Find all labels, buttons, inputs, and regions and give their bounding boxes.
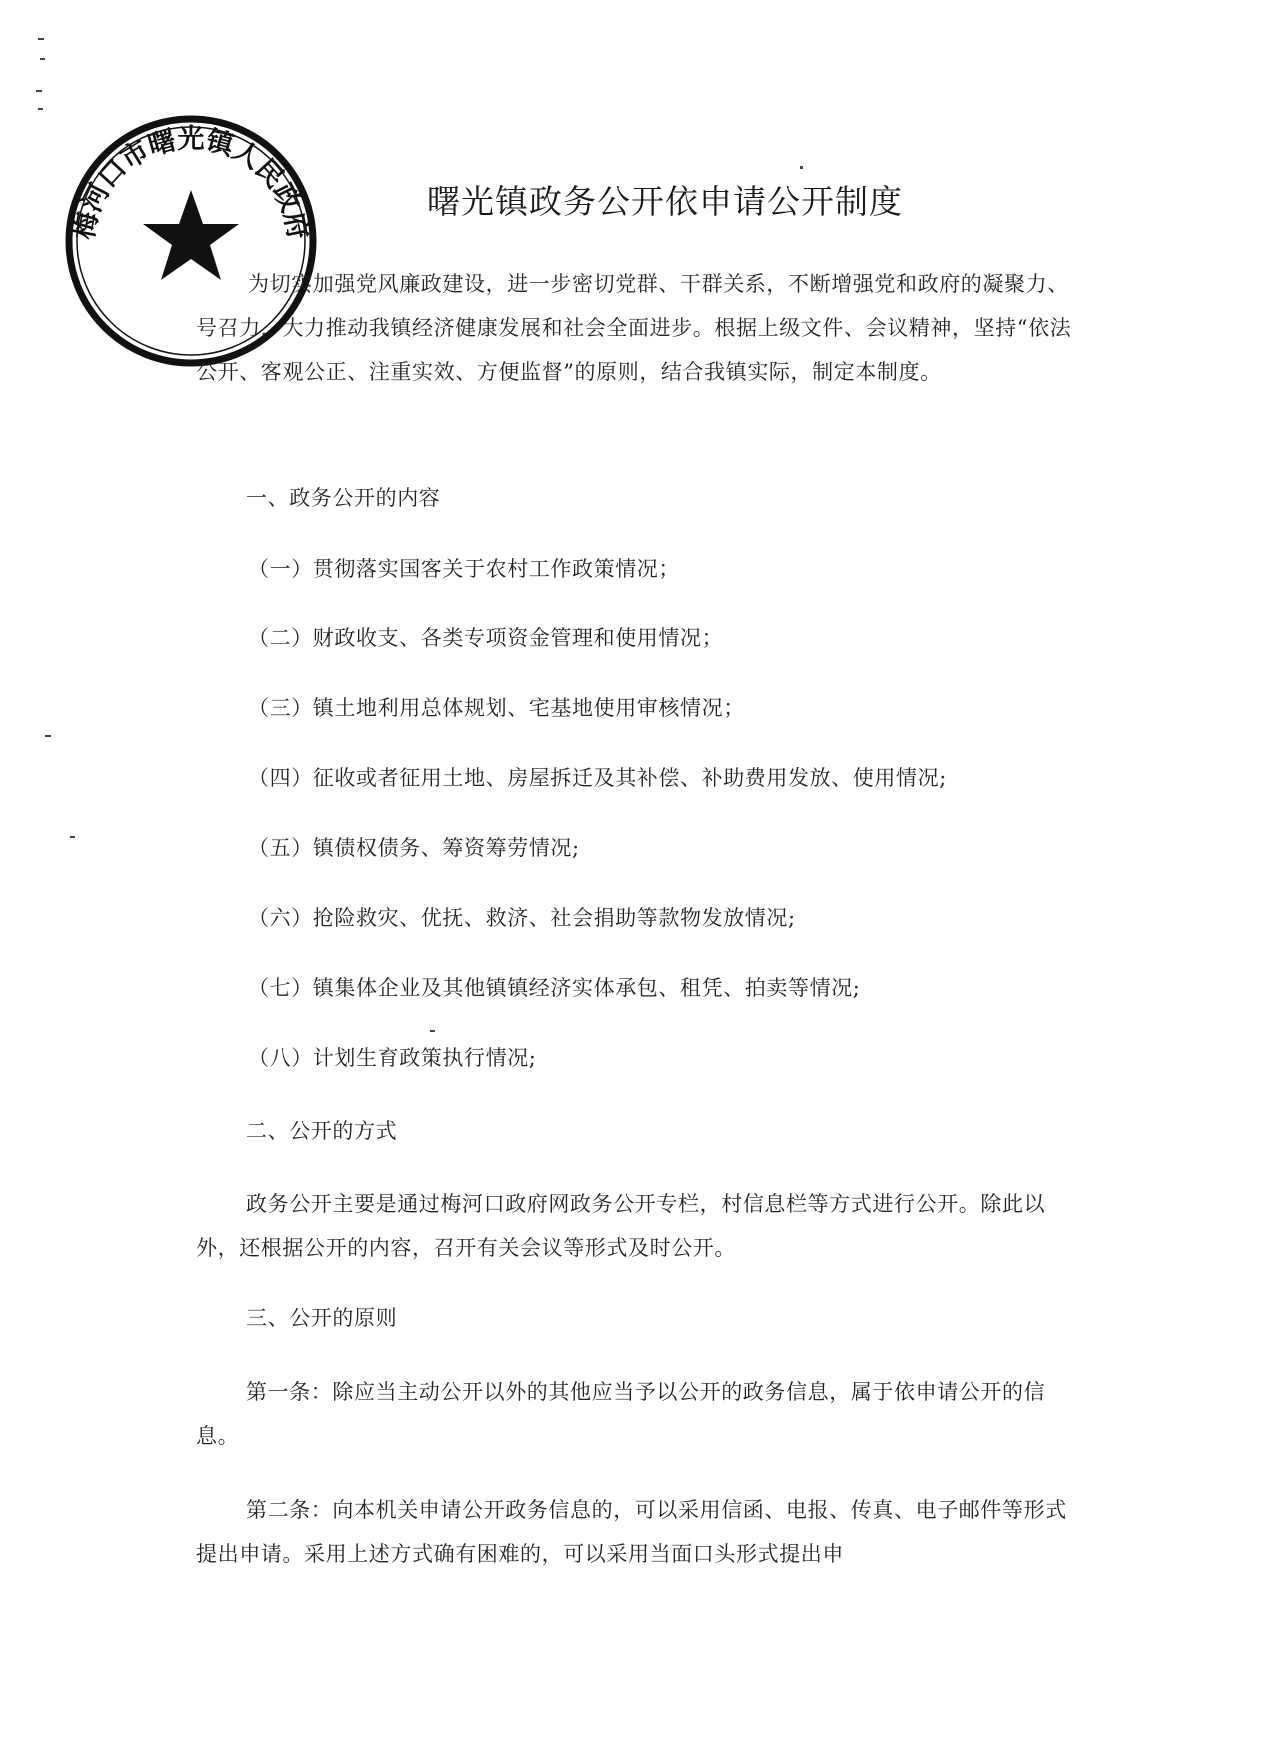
article-two: 第二条：向本机关申请公开政务信息的，可以采用信函、电报、传真、电子邮件等形式提出申请。采用上述方式确有困难的，可以采用当面口头形式提出申	[196, 1498, 1067, 1566]
method-paragraph: 政务公开主要是通过梅河口政府网政务公开专栏，村信息栏等方式进行公开。除此以外，还根据公开的内容，召开有关会议等形式及时公开。	[196, 1192, 1046, 1260]
list-item: （二）财政收支、各类专项资金管理和使用情况；	[248, 626, 724, 650]
scan-speck	[40, 58, 45, 60]
scan-speck	[430, 1030, 435, 1032]
list-item: （六）抢险救灾、优抚、救济、社会捐助等款物发放情况;	[248, 906, 796, 930]
seal-text: 梅河口市曙光镇人民政府	[68, 123, 314, 242]
intro-paragraph: 为切实加强党风廉政建设，进一步密切党群、干群关系，不断增强党和政府的凝聚力、号召力，大力推动我镇经济健康发展和社会全面进步。根据上级文件、会议精神，坚持“依法公开、客观公正、注重实效、方便监督”的原则，结合我镇实际，制定本制度。	[196, 272, 1072, 384]
list-item: （三）镇土地利用总体规划、宅基地使用审核情况；	[248, 696, 745, 720]
section-heading-content: 一、政务公开的内容	[246, 486, 441, 510]
list-item: （五）镇债权债务、筹资筹劳情况;	[248, 836, 580, 860]
section-heading-principle: 三、公开的原则	[246, 1306, 398, 1330]
scan-speck	[38, 108, 43, 110]
scan-speck	[45, 735, 51, 737]
section-heading-method: 二、公开的方式	[246, 1119, 398, 1143]
list-item: （八）计划生育政策执行情况;	[248, 1046, 537, 1070]
scan-speck	[36, 90, 42, 92]
article-one: 第一条：除应当主动公开以外的其他应当予以公开的政务信息，属于依申请公开的信息。	[196, 1380, 1046, 1448]
list-item: （四）征收或者征用土地、房屋拆迁及其补偿、补助费用发放、使用情况;	[248, 766, 947, 790]
list-item: （七）镇集体企业及其他镇镇经济实体承包、租凭、拍卖等情况;	[248, 976, 861, 1000]
scan-speck	[38, 38, 44, 40]
document-title: 曙光镇政务公开依申请公开制度	[427, 182, 903, 221]
scan-speck	[70, 836, 75, 838]
scan-speck	[800, 166, 803, 169]
list-item: （一）贯彻落实国客关于农村工作政策情况；	[248, 557, 680, 581]
